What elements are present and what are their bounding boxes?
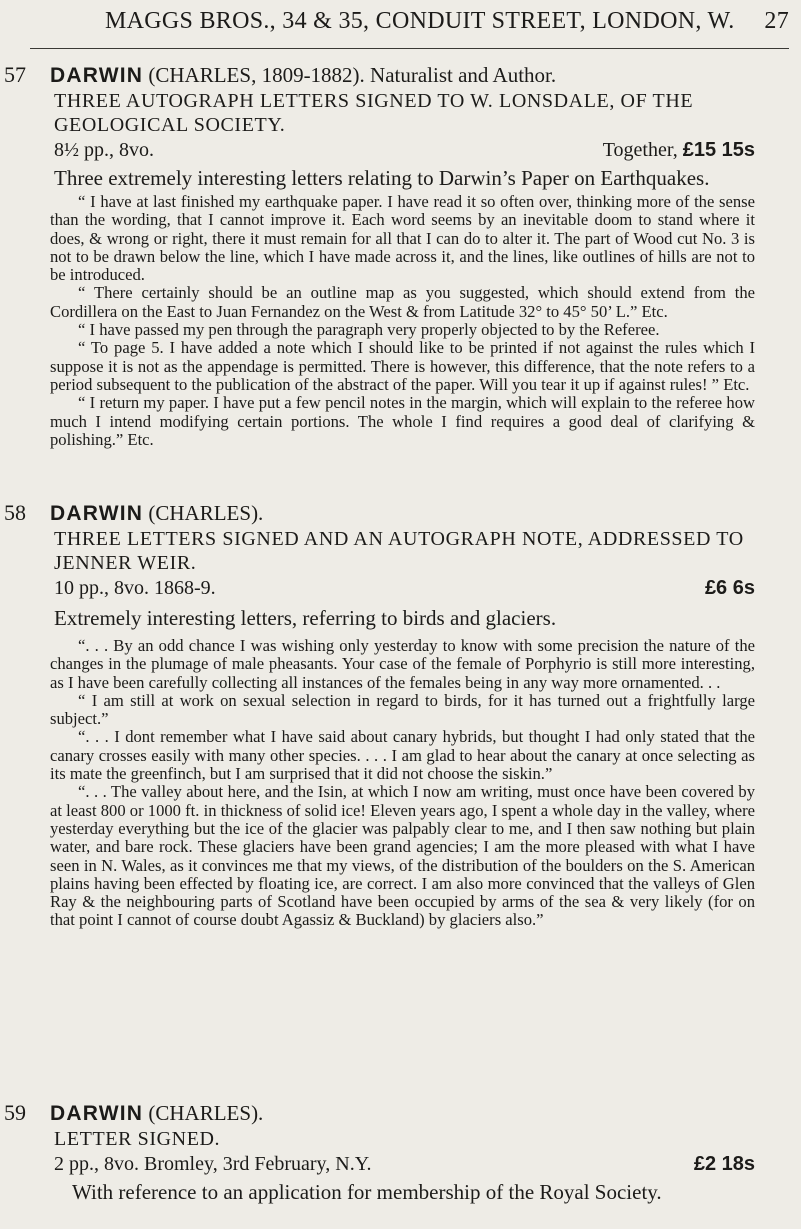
letter-quote: “. . . I dont remember what I have said about canary hybrids, but thought I had only stated that the canary crosses easily with many other species. . . . I am glad to hear about the canary at once selecting as its mate the greenfinch, but I am surprised that it did not choose the siskin.” <box>50 727 755 784</box>
item-format: 2 pp., 8vo. Bromley, 3rd February, N.Y. <box>54 1153 372 1175</box>
author-details: (CHARLES). <box>148 1101 264 1125</box>
catalogue-entry <box>4 62 755 449</box>
lot-number: 58 <box>4 500 26 525</box>
item-price: £6 6s <box>704 577 755 599</box>
page-number: 27 <box>764 8 789 34</box>
letter-quote: “ I have passed my pen through the paragraph very properly objected to by the Referee. <box>78 320 660 340</box>
letter-quote: “ To page 5. I have added a note which I should like to be printed if not against the rules which I suppose it is not as the appendage is permitted. There is however, this difference, that the note refers to a period subsequent to the publication of the abstract of the paper. Will you tear it up if against rules! ” Etc. <box>50 338 755 394</box>
catalogue-entry <box>4 1100 755 1205</box>
author-details: (CHARLES). <box>148 501 264 525</box>
letter-quote: “ I have at last finished my earthquake paper. I have read it so often over, thinking more of the sense than the wording, that I cannot improve it. Each word seems by an inevitable doom to stand where it does, & wrong or right, there it must remain for all that I can do to alter it. The part of Wood cut No. 3 is not to be drawn below the line, which I have made across it, and the lines, like outlines of hills are not to be introduced. <box>50 192 755 285</box>
author-name: DARWIN <box>50 64 144 87</box>
item-title: THREE LETTERS SIGNED AND AN AUTOGRAPH NOTE, ADDRESSED TO JENNER WEIR. <box>54 528 744 574</box>
item-price-group <box>603 137 755 163</box>
item-summary: Extremely interesting letters, referring to birds and glaciers. <box>54 606 557 630</box>
item-price: £2 18s <box>693 1153 755 1175</box>
item-title: THREE AUTOGRAPH LETTERS SIGNED TO W. LONSDALE, OF THE GEOLOGICAL SOCIETY. <box>54 90 694 136</box>
item-summary: With reference to an application for membership of the Royal Society. <box>72 1180 662 1204</box>
item-format: 10 pp., 8vo. 1868-9. <box>54 577 216 599</box>
lot-number: 59 <box>4 1100 26 1125</box>
letter-quote: “ I return my paper. I have put a few pencil notes in the margin, which will explain to the referee how much I intend modifying certain portions. The whole I find requires a good deal of clarifying & polishing.” Etc. <box>50 393 755 449</box>
letter-quote: “ There certainly should be an outline map as you suggested, which should extend from the Cordillera on the East to Juan Fernandez on the West & from Latitude 32° to 45° 50’ L.” Etc. <box>50 283 755 321</box>
author-name: DARWIN <box>50 1102 144 1125</box>
author-details: (CHARLES, 1809-1882). Naturalist and Author. <box>148 63 557 87</box>
catalogue-entry <box>4 500 755 930</box>
header-rule <box>30 48 789 49</box>
item-summary: Three extremely interesting letters relating to Darwin’s Paper on Earthquakes. <box>54 166 710 190</box>
price-prefix: Together, <box>602 139 678 161</box>
item-price: £15 15s <box>682 139 755 161</box>
item-format: 8½ pp., 8vo. <box>54 139 154 161</box>
header-text: MAGGS BROS., 34 & 35, CONDUIT STREET, LONDON, W. <box>105 8 735 34</box>
letter-quote: “. . . The valley about here, and the Isin, at which I now am writing, must once have been covered by at least 800 or 1000 ft. in thickness of solid ice! Eleven years ago, I spent a whole day in the valley, where yesterday everything but the ice of the glacier was palpably clear to me, and I then saw nothing but plain water, and bare rock. These glaciers have been grand agencies; I am the more pleased with what I have seen in N. Wales, as it convinces me that my views, of the distribution of the boulders on the S. American plains having been effected by floating ice, are correct. I am also more convinced that the valleys of Glen Ray & the neighbouring parts of Scotland have been occupied by arms of the sea & very likely (for on that point I cannot of course doubt Agassiz & Buckland) by glaciers also.” <box>50 782 755 930</box>
item-title: LETTER SIGNED. <box>54 1128 221 1150</box>
letter-quote: “. . . By an odd chance I was wishing only yesterday to know with some precision the nature of the changes in the plumage of male pheasants. Your case of the female of Porphyrio is still more interesting, as I have been carefully collecting all instances of the females being in any way more ornamented. . . <box>50 636 755 692</box>
running-header <box>105 8 795 35</box>
lot-number: 57 <box>4 62 26 87</box>
author-name: DARWIN <box>50 502 144 525</box>
letter-quote: “ I am still at work on sexual selection in regard to birds, for it has turned out a frightfully large subject.” <box>50 690 755 729</box>
